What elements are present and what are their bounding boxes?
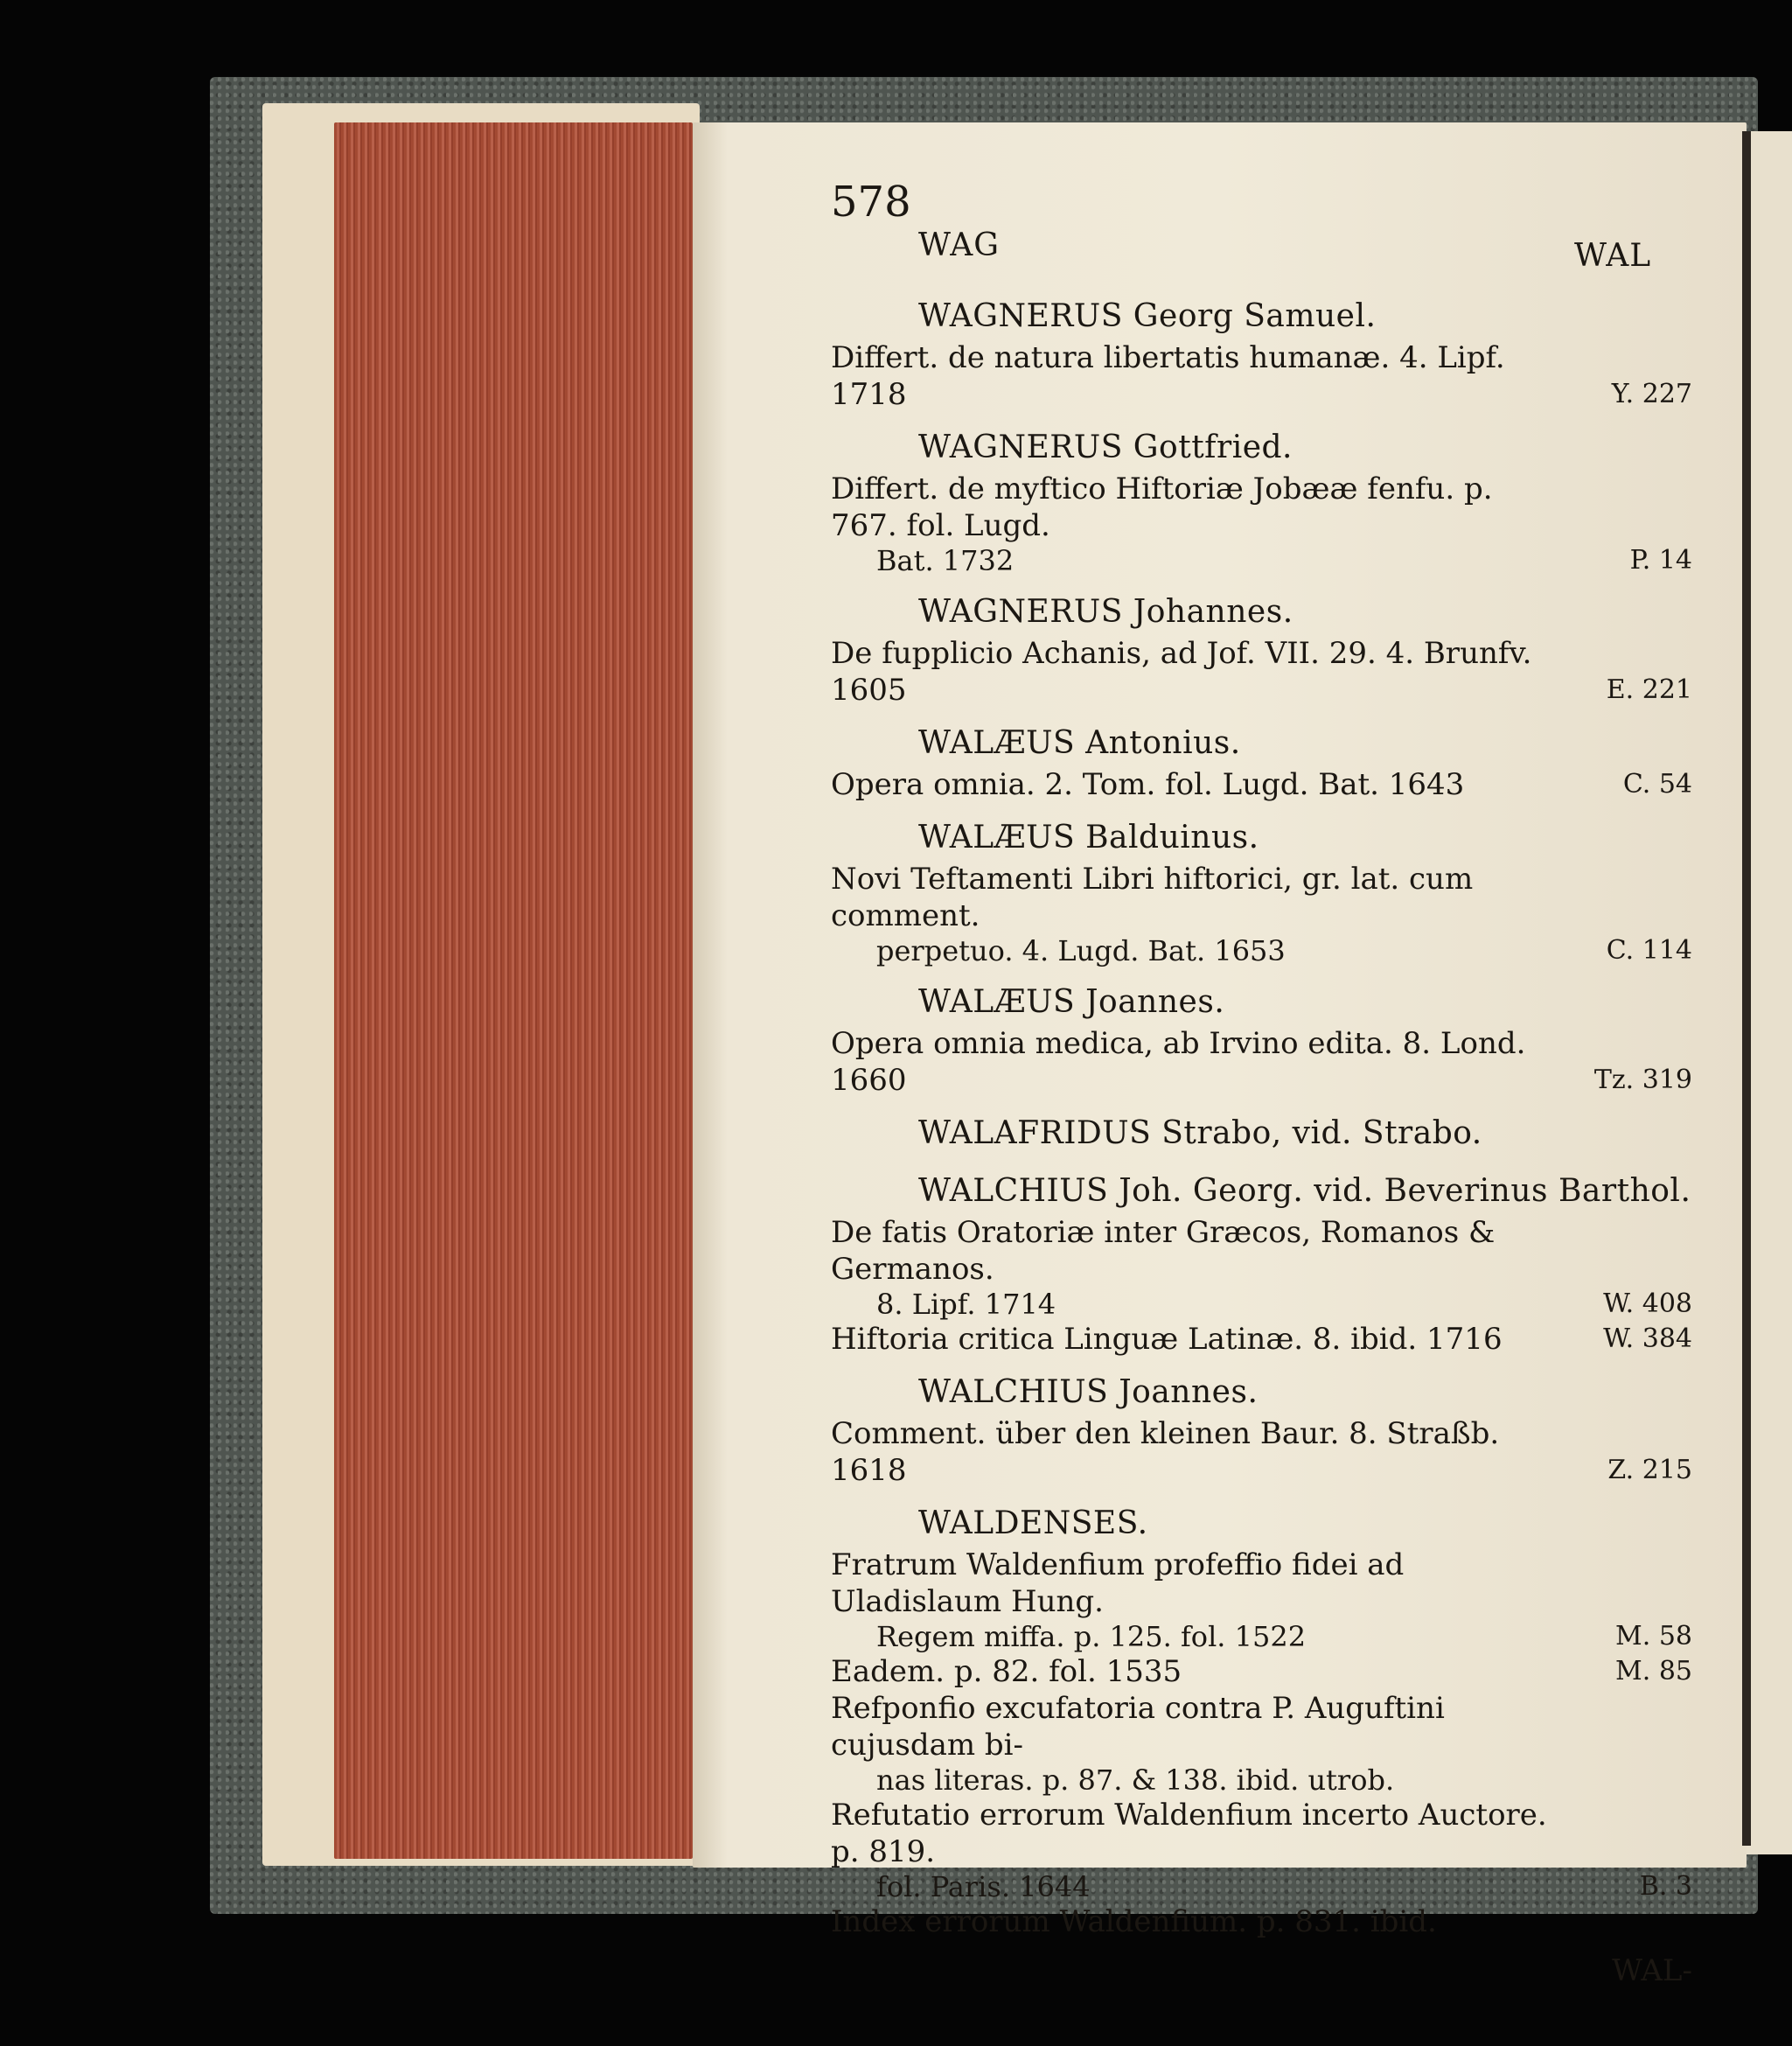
reference-text: De fatis Oratoriæ inter Græcos, Romanos & Germanos. — [831, 1215, 1496, 1287]
reference-text: De fupplicio Achanis, ad Jof. VII. 29. 4. Brunfv. 1605 — [831, 636, 1532, 708]
shelf-code: Tz. 319 — [1593, 1065, 1692, 1095]
entry-heading: WALCHIUS Joannes. — [918, 1374, 1259, 1410]
continuation-text: fol. Paris. 1644 — [876, 1870, 1091, 1903]
page-gutter — [1742, 131, 1751, 1846]
reference-line — [831, 861, 1692, 934]
reference-text: Opera omnia. 2. Tom. fol. Lugd. Bat. 1643 — [831, 767, 1465, 802]
reference-line — [831, 1214, 1692, 1288]
shelf-code: Y. 227 — [1611, 379, 1692, 409]
continuation-text: nas literas. p. 87. & 138. ibid. utrob. — [876, 1763, 1395, 1797]
entry-heading: WAGNERUS Georg Samuel. — [918, 298, 1377, 334]
page-number: 578 — [831, 178, 911, 227]
continuation-text: 8. Lipf. 1714 — [876, 1288, 1056, 1321]
reference-line — [831, 339, 1692, 413]
entry-list — [831, 282, 1692, 1989]
reference-continuation — [831, 934, 1692, 967]
shelf-code: M. 85 — [1615, 1656, 1692, 1686]
shelf-code: E. 221 — [1606, 674, 1692, 705]
reference-line — [831, 766, 1692, 803]
entry-heading: WALÆUS Balduinus. — [918, 820, 1259, 855]
reference-line — [831, 1797, 1692, 1870]
reference-line — [831, 635, 1692, 709]
reference-line — [831, 1903, 1692, 1940]
reference-continuation — [831, 1870, 1692, 1903]
reference-text: Eadem. p. 82. fol. 1535 — [831, 1654, 1182, 1689]
shelf-code: C. 54 — [1622, 769, 1692, 800]
reference-line — [831, 471, 1692, 544]
catchword: WAL- — [1612, 1953, 1692, 1988]
entry-heading: WALÆUS Joannes. — [918, 984, 1225, 1020]
shelf-code: Z. 215 — [1607, 1455, 1692, 1485]
shelf-code: B. 3 — [1639, 1871, 1692, 1902]
reference-line — [831, 1025, 1692, 1099]
shelf-code: C. 114 — [1606, 935, 1692, 966]
reference-continuation — [831, 544, 1692, 577]
reference-continuation — [831, 1288, 1692, 1321]
reference-continuation — [831, 1763, 1692, 1797]
continuation-text: Bat. 1732 — [876, 544, 1015, 577]
entry-heading: WALÆUS Antonius. — [918, 725, 1241, 761]
running-head-right: WAL — [1574, 238, 1652, 274]
continuation-text: Regem miffa. p. 125. fol. 1522 — [876, 1620, 1307, 1653]
shelf-code: M. 58 — [1615, 1621, 1692, 1651]
reference-line — [831, 1321, 1692, 1358]
entry-heading: WAGNERUS Gottfried. — [918, 429, 1293, 465]
reference-line — [831, 1653, 1692, 1690]
entry-heading: WALDENSES. — [918, 1505, 1148, 1541]
reference-text: Differt. de myftico Hiftoriæ Jobææ fenfu. p. 767. fol. Lugd. — [831, 471, 1493, 543]
entry-heading: WALCHIUS Joh. Georg. vid. Beverinus Barthol. — [918, 1173, 1691, 1209]
shelf-code: W. 408 — [1603, 1288, 1692, 1319]
reference-line — [831, 1415, 1692, 1489]
reference-line — [831, 1547, 1692, 1620]
entry-heading: WALAFRIDUS Strabo, vid. Strabo. — [918, 1115, 1482, 1151]
reference-line — [831, 1690, 1692, 1763]
reference-text: Index errorum Waldenfium. p. 831. ibid. — [831, 1904, 1437, 1939]
shelf-code: W. 384 — [1603, 1323, 1692, 1354]
reference-text: Refutatio errorum Waldenfium incerto Auctore. p. 819. — [831, 1798, 1547, 1869]
reference-text: Refponfio excufatoria contra P. Auguftini cujusdam bi- — [831, 1691, 1445, 1763]
reference-text: Differt. de natura libertatis humanæ. 4. Lipf. 1718 — [831, 340, 1505, 412]
continuation-text: perpetuo. 4. Lugd. Bat. 1653 — [876, 934, 1286, 967]
reference-continuation — [831, 1620, 1692, 1653]
next-page-edge — [1747, 131, 1792, 1854]
shelf-code: P. 14 — [1629, 545, 1692, 576]
reference-text: Comment. über den kleinen Baur. 8. Straßb. 1618 — [831, 1416, 1500, 1488]
entry-heading: WAGNERUS Johannes. — [918, 594, 1293, 630]
running-head-left: WAG — [918, 227, 1000, 263]
page-edges-red — [334, 122, 693, 1859]
reference-text: Fratrum Waldenfium profeffio fidei ad Uladislaum Hung. — [831, 1547, 1405, 1619]
reference-text: Hiftoria critica Linguæ Latinæ. 8. ibid. 1716 — [831, 1322, 1503, 1357]
reference-text: Novi Teftamenti Libri hiftorici, gr. lat. cum comment. — [831, 862, 1474, 933]
reference-text: Opera omnia medica, ab Irvino edita. 8. Lond. 1660 — [831, 1026, 1526, 1098]
